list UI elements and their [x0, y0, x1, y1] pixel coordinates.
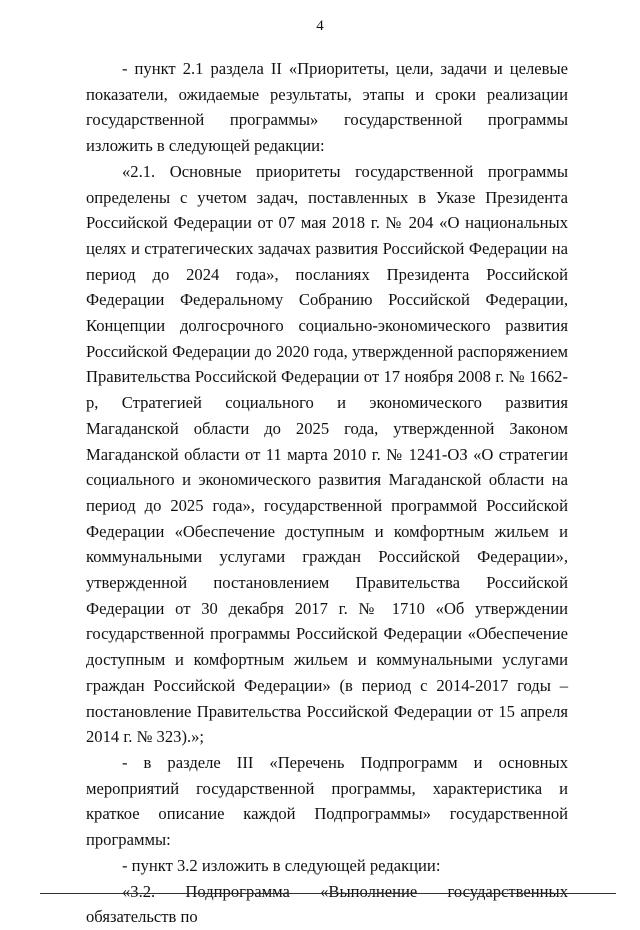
paragraph-item-2-1-text: «2.1. Основные приоритеты государственной программы определены с учетом задач, поставленных в Указе Президента Российской Федерации от 07 мая 2018 г. № 204 «О национальных целях и стратегических задачах развития Российской Федерации на период до 2024 года», посланиях Президента Российской Федерации Федеральному Собранию Российской Федерации, Концепции долгосрочного социально-экономического развития Российской Федерации до 2020 года, утвержденной распоряжением Правительства Российской Федерации от 17 ноября 2008 г. № 1662-р, Стратегией социального и экономического развития Магаданской области до 2025 года, утвержденной Законом Магаданской области от 11 марта 2010 г. № 1241-ОЗ «О стратегии социального и экономического развития Магаданской области на период до 2025 года», государственной программой Российской Федерации «Обеспечение доступным и комфортным жильем и коммунальными услугами граждан Российской Федерации», утвержденной постановлением Правительства Российской Федерации от 30 декабря 2017 г. № 1710 «Об утверждении государственной программы Российской Федерации «Обеспечение доступным и комфортным жильем и коммунальными услугами граждан Российской Федерации» (в период с 2014-2017 годы – постановление Правительства Российской Федерации от 15 апреля 2014 г. № 323).»;	[86, 161, 568, 747]
paragraph-item-3-2-intro: - пункт 3.2 изложить в следующей редакции:	[122, 855, 441, 875]
document-body	[86, 56, 568, 930]
paragraph-item-2-1-intro: - пункт 2.1 раздела II «Приоритеты, цели, задачи и целевые показатели, ожидаемые результаты, этапы и сроки реализации государственной программы» государственной программы изложить в следующей редакции:	[86, 59, 568, 156]
bottom-rule	[40, 893, 616, 894]
paragraph-section-3-intro: - в разделе III «Перечень Подпрограмм и основных мероприятий государственной программы, характеристика и краткое описание каждой Подпрограммы» государственной программы:	[86, 752, 568, 850]
page-number: 4	[316, 18, 324, 34]
paragraph-item-3-2-text: «3.2. Подпрограмма «Выполнение государственных обязательств по	[86, 881, 568, 927]
